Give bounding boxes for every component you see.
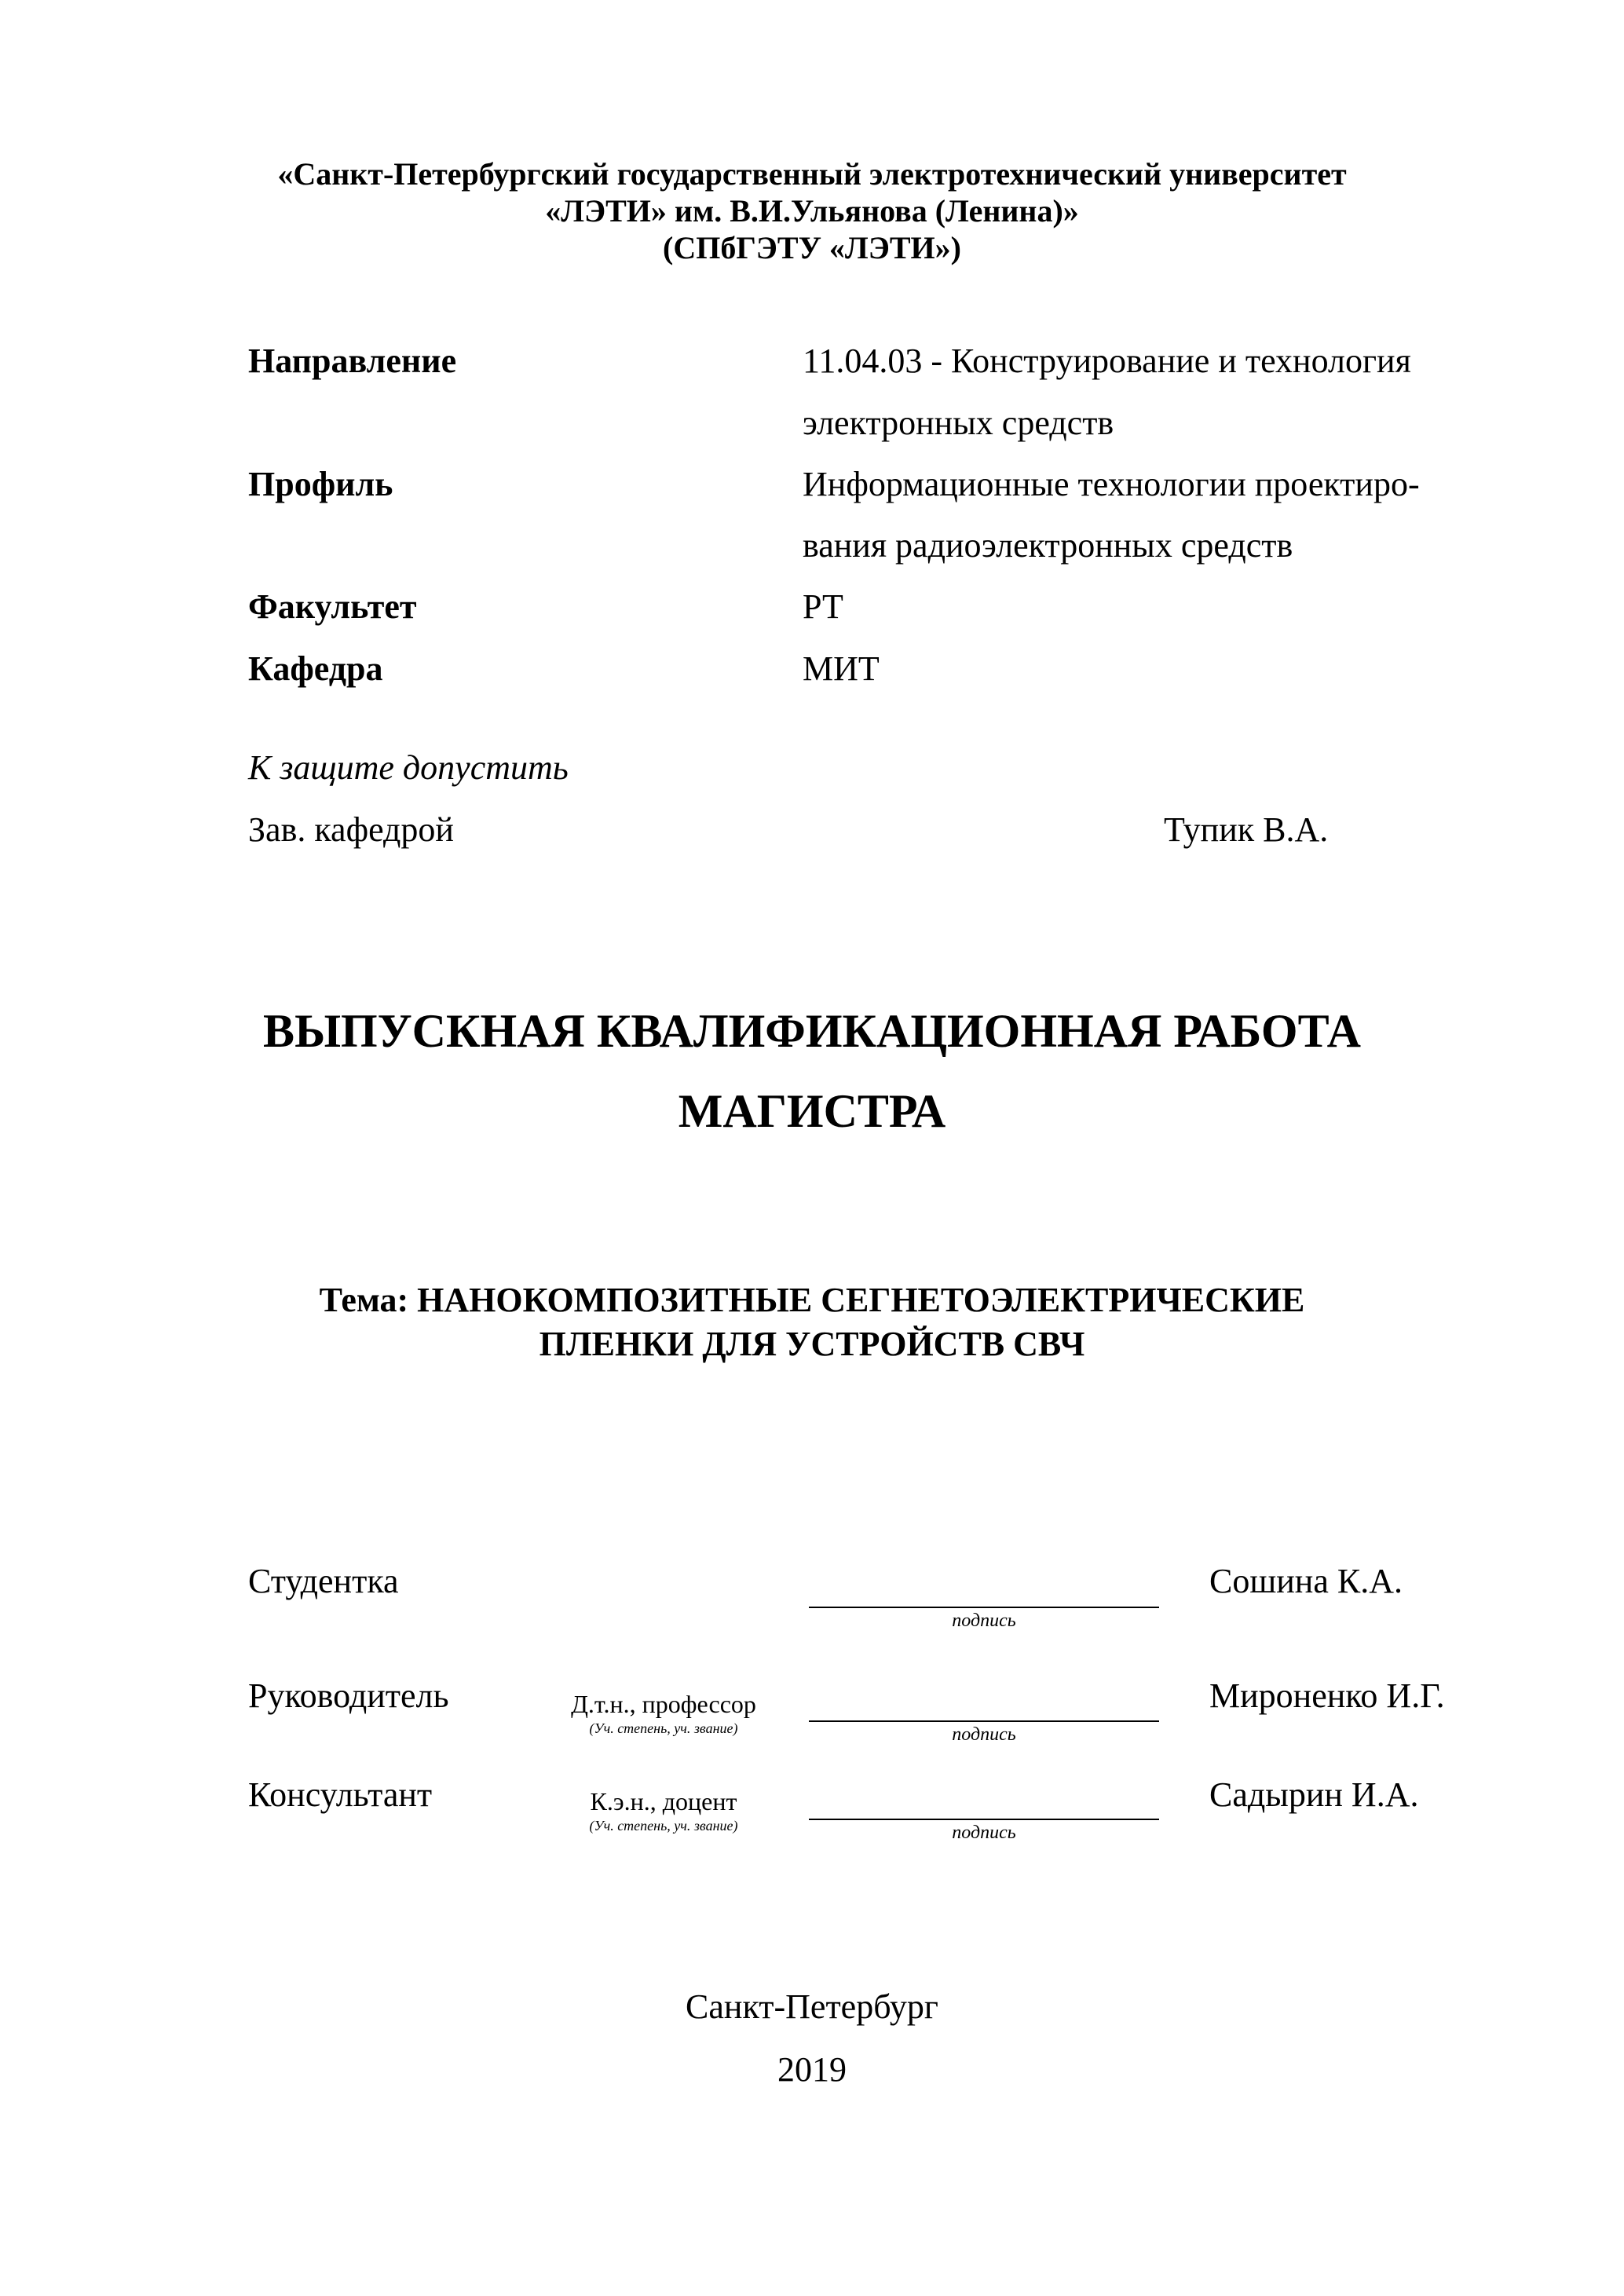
department-value: МИТ [803, 649, 880, 688]
direction-label: Направление [248, 342, 457, 380]
footer-year: 2019 [777, 2050, 847, 2089]
header-line-2: «ЛЭТИ» им. В.И.Ульянова (Ленина)» [545, 193, 1079, 229]
theme-line-1: Тема: НАНОКОМПОЗИТНЫЕ СЕГНЕТОЭЛЕКТРИЧЕСКИЕ [319, 1281, 1305, 1319]
supervisor-signature-line [809, 1720, 1159, 1722]
department-label: Кафедра [248, 649, 383, 688]
approval-name: Тупик В.А. [1164, 810, 1329, 849]
consultant-role: Консультант [248, 1775, 433, 1814]
consultant-name: Садырин И.А. [1209, 1775, 1419, 1814]
supervisor-degree-caption: (Уч. степень, уч. звание) [589, 1720, 738, 1736]
supervisor-role: Руководитель [248, 1676, 449, 1715]
header-line-3: (СПбГЭТУ «ЛЭТИ») [663, 230, 961, 265]
work-title-line-1: ВЫПУСКНАЯ КВАЛИФИКАЦИОННАЯ РАБОТА [263, 1005, 1361, 1057]
theme-line-2: ПЛЕНКИ ДЛЯ УСТРОЙСТВ СВЧ [539, 1325, 1085, 1363]
student-signature-caption: подпись [952, 1610, 1016, 1631]
faculty-value: РТ [803, 587, 843, 626]
approval-role: Зав. кафедрой [248, 810, 454, 849]
direction-value-line-1: 11.04.03 - Конструирование и технология [803, 342, 1411, 380]
thesis-theme [0, 1278, 1624, 1366]
student-name: Сошина К.А. [1209, 1562, 1403, 1600]
consultant-degree: К.э.н., доцент [590, 1787, 737, 1815]
faculty-label: Факультет [248, 587, 417, 626]
student-role: Студентка [248, 1562, 399, 1600]
supervisor-degree: Д.т.н., профессор [571, 1690, 756, 1718]
consultant-signature-caption: подпись [952, 1823, 1016, 1843]
student-signature-line [809, 1607, 1159, 1608]
direction-value-line-2: электронных средств [803, 404, 1114, 442]
consultant-degree-caption: (Уч. степень, уч. звание) [589, 1818, 738, 1834]
work-title-line-2: МАГИСТРА [678, 1085, 946, 1137]
work-title [0, 991, 1624, 1151]
profile-value-line-2: вания радиоэлектронных средств [803, 526, 1293, 565]
consultant-signature-line [809, 1819, 1159, 1820]
supervisor-name: Мироненко И.Г. [1209, 1676, 1445, 1715]
approval-note: К защите допустить [248, 748, 569, 787]
profile-value-line-1: Информационные технологии проектиро- [803, 465, 1420, 503]
footer-city: Санкт-Петербург [686, 1987, 938, 2026]
profile-label: Профиль [248, 465, 393, 503]
header-line-1: «Санкт-Петербургский государственный электротехнический университет [277, 156, 1347, 192]
university-header [0, 155, 1624, 266]
supervisor-signature-caption: подпись [952, 1724, 1016, 1745]
